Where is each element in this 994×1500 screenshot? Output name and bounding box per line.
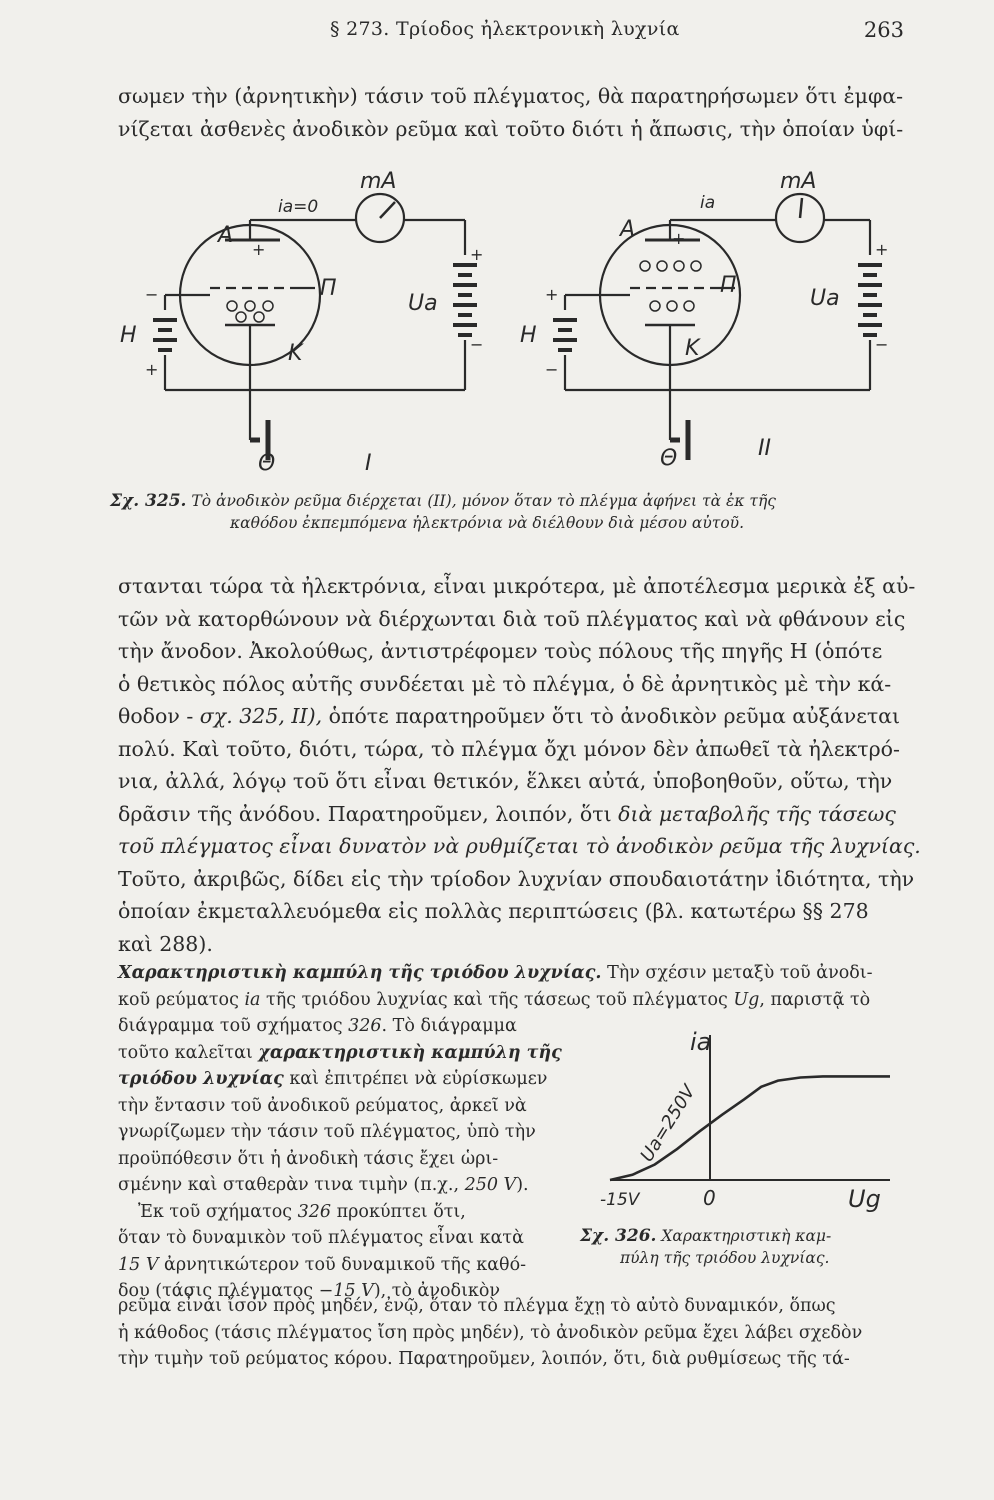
text-line: ὁποίαν ἐκμεταλλευόμεθα εἰς πολλὰς περιπτώσεις (βλ. κατωτέρω §§ 278 (118, 899, 869, 923)
figure-number: Σχ. 326. (580, 1226, 657, 1246)
text-run: ), τὸ ἀνοδικὸν (373, 1281, 501, 1301)
battery-h-II (553, 320, 577, 350)
source-h-label-I: H (120, 323, 137, 348)
page-number: 263 (863, 18, 904, 42)
text-run: διάγραμμα τοῦ σχήματος (118, 1016, 349, 1036)
text-run: κοῦ ρεύματος (118, 989, 245, 1010)
minus-sign: − (470, 335, 484, 354)
body-paragraph (118, 570, 921, 960)
circuit-II (553, 194, 882, 460)
text-run: θοδον - (118, 704, 200, 728)
anode-label-II: A (620, 217, 636, 242)
text-line: στανται τώρα τὰ ἠλεκτρόνια, εἶναι μικρότερα, μὲ ἀποτέλεσμα μερικὰ ἐξ αὐ- (118, 574, 916, 598)
value-run: −15 V (318, 1281, 374, 1301)
page-header (110, 18, 904, 48)
text-line: νια, ἀλλά, λόγῳ τοῦ ὅτι εἶναι θετικόν, ἕλκει αὐτά, ὑποβοηθοῦν, οὕτω, τὴν (118, 769, 893, 793)
text-line: ρεῦμα εἶναι ἴσον πρὸς μηδέν, ἐνῷ, ὅταν τὸ πλέγμα ἔχῃ τὸ αὐτὸ δυναμικόν, ὅπως (118, 1296, 836, 1316)
battery-h-I (153, 320, 177, 350)
text-run: ). (516, 1175, 529, 1195)
running-head: § 273. Τρίοδος ἠλεκτρονικὴ λυχνία (330, 18, 680, 40)
caption-text: πύλη τῆς τριόδου λυχνίας. (620, 1249, 830, 1267)
plus-sign: + (470, 245, 484, 264)
plus-sign: + (545, 285, 559, 304)
text-run: σμένην καὶ σταθερὰν τινα τιμὴν (π.χ., (118, 1175, 465, 1195)
text-line: πολύ. Καὶ τοῦτο, διότι, τώρα, τὸ πλέγμα ὄχι μόνον δὲν ἀπωθεῖ τὰ ἠλεκτρό- (118, 736, 900, 761)
text-run: Τὴν σχέσιν μεταξὺ τοῦ ἀνοδι- (601, 963, 873, 983)
source-ua-label-II: Ua (810, 286, 840, 311)
text-line (118, 1066, 558, 1093)
grid-label-I: Π (320, 276, 337, 301)
emphasis-run: διὰ μεταβολῆς τῆς τάσεως (618, 801, 896, 826)
text-line (118, 987, 918, 1014)
text-line (118, 700, 913, 733)
text-line: καὶ 288). (118, 931, 213, 956)
minus-sign: − (145, 285, 159, 304)
figure-325-caption (110, 490, 910, 534)
figure-326-chart (570, 1015, 900, 1220)
meter-label-II: mA (780, 170, 817, 194)
source-h-label-II: H (520, 323, 537, 348)
text-run: ἀρνητικώτερον τοῦ δυναμικοῦ τῆς καθό- (158, 1254, 527, 1275)
plus-sign: + (875, 240, 889, 259)
text-run: , παριστᾷ τὸ (759, 989, 871, 1010)
electron-marks (227, 261, 701, 322)
text-run: προκύπτει ὅτι, (331, 1201, 466, 1222)
text-line: γνωρίζωμεν τὴν τάσιν τοῦ πλέγματος, ὑπὸ τὴν (118, 1122, 536, 1142)
text-line: σωμεν τὴν (ἀρνητικὴν) τάσιν τοῦ πλέγματος, θὰ παρατηρήσωμεν ὅτι ἐμφα- (118, 84, 904, 108)
symbol-ug: Ug (733, 989, 760, 1010)
heater-label-II: Θ (660, 446, 678, 471)
term-emphasis: χαρακτηριστικὴ καμπύλη τῆς (258, 1042, 562, 1063)
text-run: καὶ ἐπιτρέπει νὰ εὑρίσκωμεν (283, 1069, 548, 1089)
symbol-ia: ia (244, 989, 261, 1010)
text-run: δου (τάσις πλέγματος (118, 1281, 319, 1301)
anode-label-I: A (218, 223, 234, 248)
characteristic-paragraph-side (118, 1013, 562, 1305)
caption-text: καθόδου ἐκπεμπόμενα ἠλεκτρόνια νὰ διέλθουν διὰ μέσου αὐτοῦ. (230, 514, 745, 532)
minus-sign: − (875, 335, 889, 354)
text-line (118, 1040, 562, 1067)
figure-325-circuits (110, 170, 920, 500)
ia-label-II: ia (700, 193, 716, 213)
text-line: νίζεται ἀσθενὲς ἀνοδικὸν ρεῦμα καὶ τοῦτο διότι ἡ ἄπωσις, τὴν ὁποίαν ὑφί- (118, 116, 904, 141)
y-axis-label: ia (690, 1028, 712, 1056)
roman-numeral-II: II (758, 436, 771, 461)
figure-326-caption (580, 1225, 910, 1269)
minus-sign: − (545, 360, 559, 379)
figure-number: Σχ. 325. (110, 491, 187, 511)
text-line (118, 1172, 558, 1199)
x-tick-label: 0 (703, 1186, 716, 1210)
text-line (118, 1252, 558, 1279)
text-line: τὴν ἔντασιν τοῦ ἀνοδικοῦ ρεύματος, ἀρκεῖ νὰ (118, 1095, 527, 1116)
source-ua-label-I: Ua (408, 291, 438, 316)
text-line: τῶν νὰ κατορθώνουν νὰ διέρχωνται διὰ τοῦ πλέγματος καὶ νὰ φθάνουν εἰς (118, 606, 906, 631)
plus-sign: + (145, 360, 159, 379)
section-heading: Χαρακτηριστικὴ καμπύλη τῆς τριόδου λυχνίας. (118, 963, 602, 983)
value-run: 250 V (464, 1175, 517, 1195)
plus-sign: + (672, 229, 686, 248)
text-line (118, 798, 913, 831)
curve-label: Ua=250V (636, 1081, 700, 1166)
characteristic-paragraph-top (118, 960, 918, 1013)
characteristic-paragraph-bottom (118, 1293, 918, 1373)
text-line: Τοῦτο, ἀκριβῶς, δίδει εἰς τὴν τρίοδον λυχνίαν σπουδαιοτάτην ἰδιότητα, τὴν (118, 866, 915, 891)
caption-text: Χαρακτηριστικὴ καμ- (661, 1227, 832, 1245)
meter-label-I: mA (360, 170, 397, 194)
text-run: δρᾶσιν τῆς ἀνόδου. Παρατηροῦμεν, λοιπόν, ὅτι (118, 801, 619, 826)
x-axis-label: Ug (848, 1185, 881, 1213)
x-tick-label: -15V (600, 1190, 640, 1210)
grid-label-II: Π (720, 273, 737, 298)
plus-sign: + (252, 240, 266, 259)
heater-label-I: Θ (258, 451, 276, 476)
text-line: ὅταν τὸ δυναμικὸν τοῦ πλέγματος εἶναι κατὰ (118, 1228, 524, 1248)
text-line (118, 1013, 558, 1040)
term-emphasis: τριόδου λυχνίας (118, 1069, 284, 1089)
cathode-label-II: K (685, 336, 700, 361)
figure-reference: 326 (348, 1016, 382, 1036)
text-run: τῆς τριόδου λυχνίας καὶ τῆς τάσεως τοῦ πλέγματος (260, 989, 734, 1010)
caption-text: Τὸ ἀνοδικὸν ρεῦμα διέρχεται (II), μόνον ὅταν τὸ πλέγμα ἀφήνει τὰ ἐκ τῆς (191, 492, 776, 510)
ia-zero-label: ia=0 (278, 197, 319, 217)
text-line (118, 960, 918, 987)
text-run: ὁπότε παρατηροῦμεν ὅτι τὸ ἀνοδικὸν ρεῦμα αὐξάνεται (322, 704, 901, 728)
text-line: τὴν ἄνοδον. Ἀκολούθως, ἀντιστρέφομεν τοὺς πόλους τῆς πηγῆς Η (ὁπότε (118, 639, 883, 663)
cathode-label-I: K (288, 341, 303, 366)
figure-reference: σχ. 325, II), (199, 704, 323, 728)
roman-numeral-I: I (365, 451, 372, 476)
intro-paragraph (118, 80, 908, 145)
emphasis-line: τοῦ πλέγματος εἶναι δυνατὸν νὰ ρυθμίζεται τὸ ἀνοδικὸν ρεῦμα τῆς λυχνίας. (118, 834, 921, 858)
battery-ua-II (858, 265, 882, 335)
text-run: Ἐκ τοῦ σχήματος (138, 1201, 298, 1222)
value-run: 15 V (118, 1254, 159, 1275)
text-line: ἡ κάθοδος (τάσις πλέγματος ἴση πρὸς μηδέν), τὸ ἀνοδικὸν ρεῦμα ἔχει λάβει σχεδὸν (118, 1322, 863, 1343)
text-line: προϋπόθεσιν ὅτι ἡ ἀνοδικὴ τάσις ἔχει ὡρι- (118, 1148, 499, 1169)
text-line: ὁ θετικὸς πόλος αὐτῆς συνδέεται μὲ τὸ πλέγμα, ὁ δὲ ἀρνητικὸς μὲ τὴν κά- (118, 671, 892, 696)
battery-ua-I (453, 265, 477, 335)
text-line: τὴν τιμὴν τοῦ ρεύματος κόρου. Παρατηροῦμεν, λοιπόν, ὅτι, διὰ ρυθμίσεως τῆς τά- (118, 1349, 850, 1369)
text-run: τοῦτο καλεῖται (118, 1042, 259, 1063)
text-line (118, 1199, 558, 1226)
text-run: . Τὸ διάγραμμα (381, 1016, 517, 1036)
circuit-I (153, 194, 477, 460)
figure-reference: 326 (297, 1201, 332, 1222)
